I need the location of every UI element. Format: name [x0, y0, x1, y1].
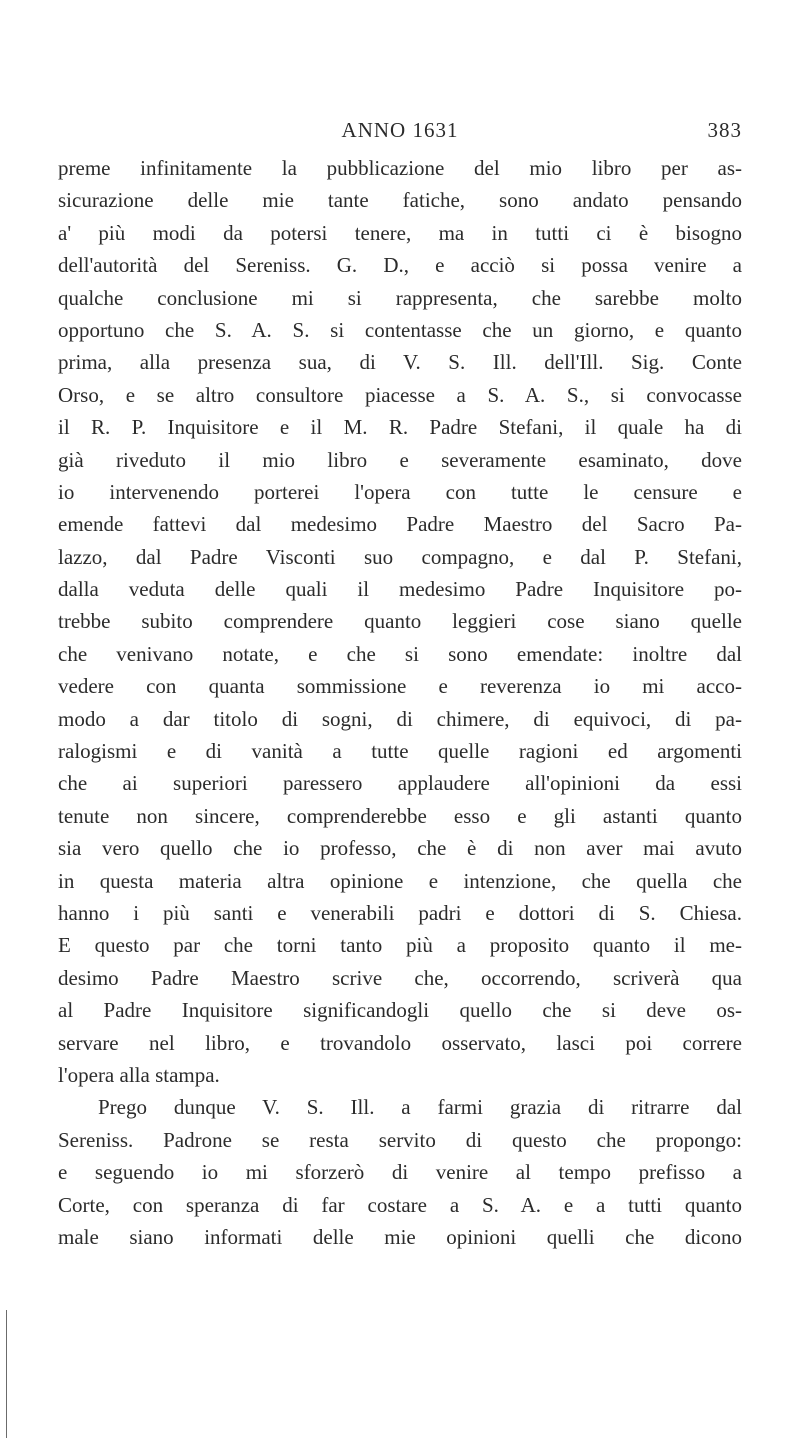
text-line: emende fattevi dal medesimo Padre Maestro del Sacro Pa-: [58, 512, 742, 537]
text-line: al Padre Inquisitore significandogli quello che si deve os-: [58, 998, 742, 1023]
paragraph-last-line: l'opera alla stampa.: [58, 1062, 220, 1087]
text-line: E questo par che torni tanto più a proposito quanto il me-: [58, 933, 742, 958]
text-line: modo a dar titolo di sogni, di chimere, di equivoci, di pa-: [58, 706, 742, 731]
text-line: Corte, con speranza di far costare a S. A. e a tutti quanto: [58, 1192, 742, 1217]
text-line: dalla veduta delle quali il medesimo Padre Inquisitore po-: [58, 577, 742, 602]
text-line: e seguendo io mi sforzerò di venire al tempo prefisso a: [58, 1160, 742, 1185]
text-line: hanno i più santi e venerabili padri e dottori di S. Chiesa.: [58, 900, 742, 925]
page-number: 383: [707, 118, 742, 142]
text-line: qualche conclusione mi si rappresenta, che sarebbe molto: [58, 285, 742, 310]
header-title: ANNO 1631: [341, 118, 459, 142]
text-line: Sereniss. Padrone se resta servito di questo che propongo:: [58, 1127, 742, 1152]
margin-rule: [6, 1310, 7, 1438]
text-line: in questa materia altra opinione e intenzione, che quella che: [58, 868, 742, 893]
text-line: desimo Padre Maestro scrive che, occorrendo, scriverà qua: [58, 965, 742, 990]
text-line: sicurazione delle mie tante fatiche, sono andato pensando: [58, 188, 742, 213]
text-line: a' più modi da potersi tenere, ma in tutti ci è bisogno: [58, 220, 742, 245]
text-line: vedere con quanta sommissione e reverenza io mi acco-: [58, 674, 742, 699]
text-line: che ai superiori paressero applaudere all'opinioni da essi: [58, 771, 742, 796]
text-line: il R. P. Inquisitore e il M. R. Padre Stefani, il quale ha di: [58, 415, 742, 440]
text-line: che venivano notate, e che si sono emendate: inoltre dal: [58, 641, 742, 666]
text-line: io intervenendo porterei l'opera con tutte le censure e: [58, 479, 742, 504]
text-line: Orso, e se altro consultore piacesse a S. A. S., si convocasse: [58, 382, 742, 407]
paragraph-first-line: Prego dunque V. S. Ill. a farmi grazia di ritrarre dal: [98, 1095, 742, 1120]
text-line: tenute non sincere, comprenderebbe esso e gli astanti quanto: [58, 803, 742, 828]
body-text: [58, 152, 742, 1253]
text-line: ralogismi e di vanità a tutte quelle ragioni ed argomenti: [58, 739, 742, 764]
running-head: [58, 118, 742, 148]
text-line: già riveduto il mio libro e severamente esaminato, dove: [58, 447, 742, 472]
text-line: lazzo, dal Padre Visconti suo compagno, e dal P. Stefani,: [58, 544, 742, 569]
text-line: dell'autorità del Sereniss. G. D., e acciò si possa venire a: [58, 253, 742, 278]
text-line: prima, alla presenza sua, di V. S. Ill. dell'Ill. Sig. Conte: [58, 350, 742, 375]
text-line: male siano informati delle mie opinioni quelli che dicono: [58, 1224, 742, 1249]
text-line: sia vero quello che io professo, che è di non aver mai avuto: [58, 836, 742, 861]
text-line: trebbe subito comprendere quanto leggieri cose siano quelle: [58, 609, 742, 634]
text-line: preme infinitamente la pubblicazione del mio libro per as-: [58, 156, 742, 180]
text-line: servare nel libro, e trovandolo osservato, lasci poi correre: [58, 1030, 742, 1055]
text-line: opportuno che S. A. S. si contentasse che un giorno, e quanto: [58, 317, 742, 342]
